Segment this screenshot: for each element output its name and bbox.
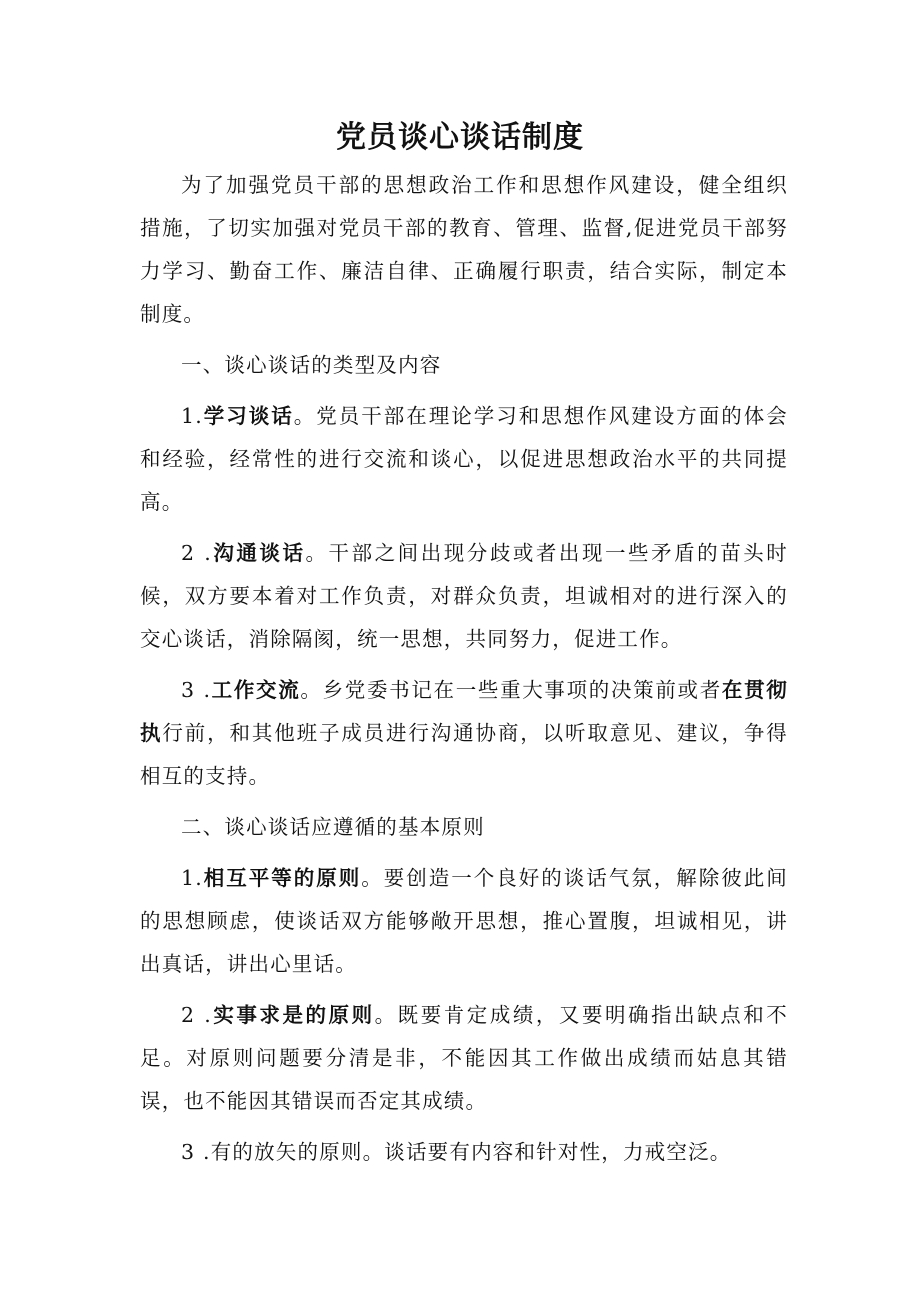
intro-paragraph: 为了加强党员干部的思想政治工作和思想作风建设，健全组织措施，了切实加强对党员干部的教育、管理、监督,促进党员干部努力学习、勤奋工作、廉洁自律、正确履行职责，结合实际，制定本制度。	[140, 173, 788, 326]
item-number: 2 .	[181, 541, 213, 565]
document-title: 党员谈心谈话制度	[336, 120, 584, 155]
item-text: 。干部之间出现分歧或者出现一些矛盾的苗头时候，双方要本着对工作负责，对群众负责，坦诚相对的进行深入的交心谈话，消除隔阂，统一思想，共同努力，促进工作。	[140, 541, 788, 651]
item-number: 1.	[181, 866, 203, 890]
item-text: 。党员干部在理论学习和思想作风建设方面的体会和经验，经常性的进行交流和谈心，以促进思想政治水平的共同提高。	[140, 404, 788, 514]
item-text: 。既要肯定成绩，又要明确指出缺点和不足。对原则问题要分清是非，不能因其工作做出成绩而姑息其错误，也不能因其错误而否定其成绩。	[140, 1003, 788, 1113]
section2-item-3	[140, 1131, 788, 1174]
item-bold-text: 在贯彻执	[140, 678, 788, 745]
section-heading-2: 二、谈心谈话应遵循的基本原则	[181, 815, 485, 839]
section1-item-3	[140, 669, 788, 798]
item-text: 。乡党委书记在一些重大事项的决策前或者	[300, 678, 722, 702]
item-label: 沟通谈话	[212, 541, 306, 565]
item-number: 2 .	[181, 1003, 213, 1027]
item-text: 有的放矢的原则。谈话要有内容和针对性，力戒空泛。	[210, 1140, 732, 1164]
item-label: 学习谈话	[202, 404, 294, 428]
item-number: 3 .	[181, 678, 212, 702]
item-label: 相互平等的原则	[202, 866, 362, 890]
item-text: 。要创造一个良好的谈话气氛，解除彼此间的思想顾虑，使谈话双方能够敞开思想，推心置腹，坦诚相见，讲出真话，讲出心里话。	[140, 866, 788, 976]
item-label: 实事求是的原则	[212, 1003, 375, 1027]
section2-item-1	[140, 857, 788, 986]
section1-item-2	[140, 532, 788, 661]
section2-item-2	[140, 994, 788, 1123]
section-heading-1: 一、谈心谈话的类型及内容	[181, 353, 442, 377]
section1-item-1	[140, 395, 788, 524]
document-body	[140, 164, 788, 1174]
item-label: 工作交流	[211, 678, 301, 702]
item-number: 3 .	[181, 1140, 211, 1164]
item-text: 行前，和其他班子成员进行沟通协商，以听取意见、建议，争得相互的支持。	[140, 721, 788, 788]
item-number: 1.	[181, 404, 203, 428]
